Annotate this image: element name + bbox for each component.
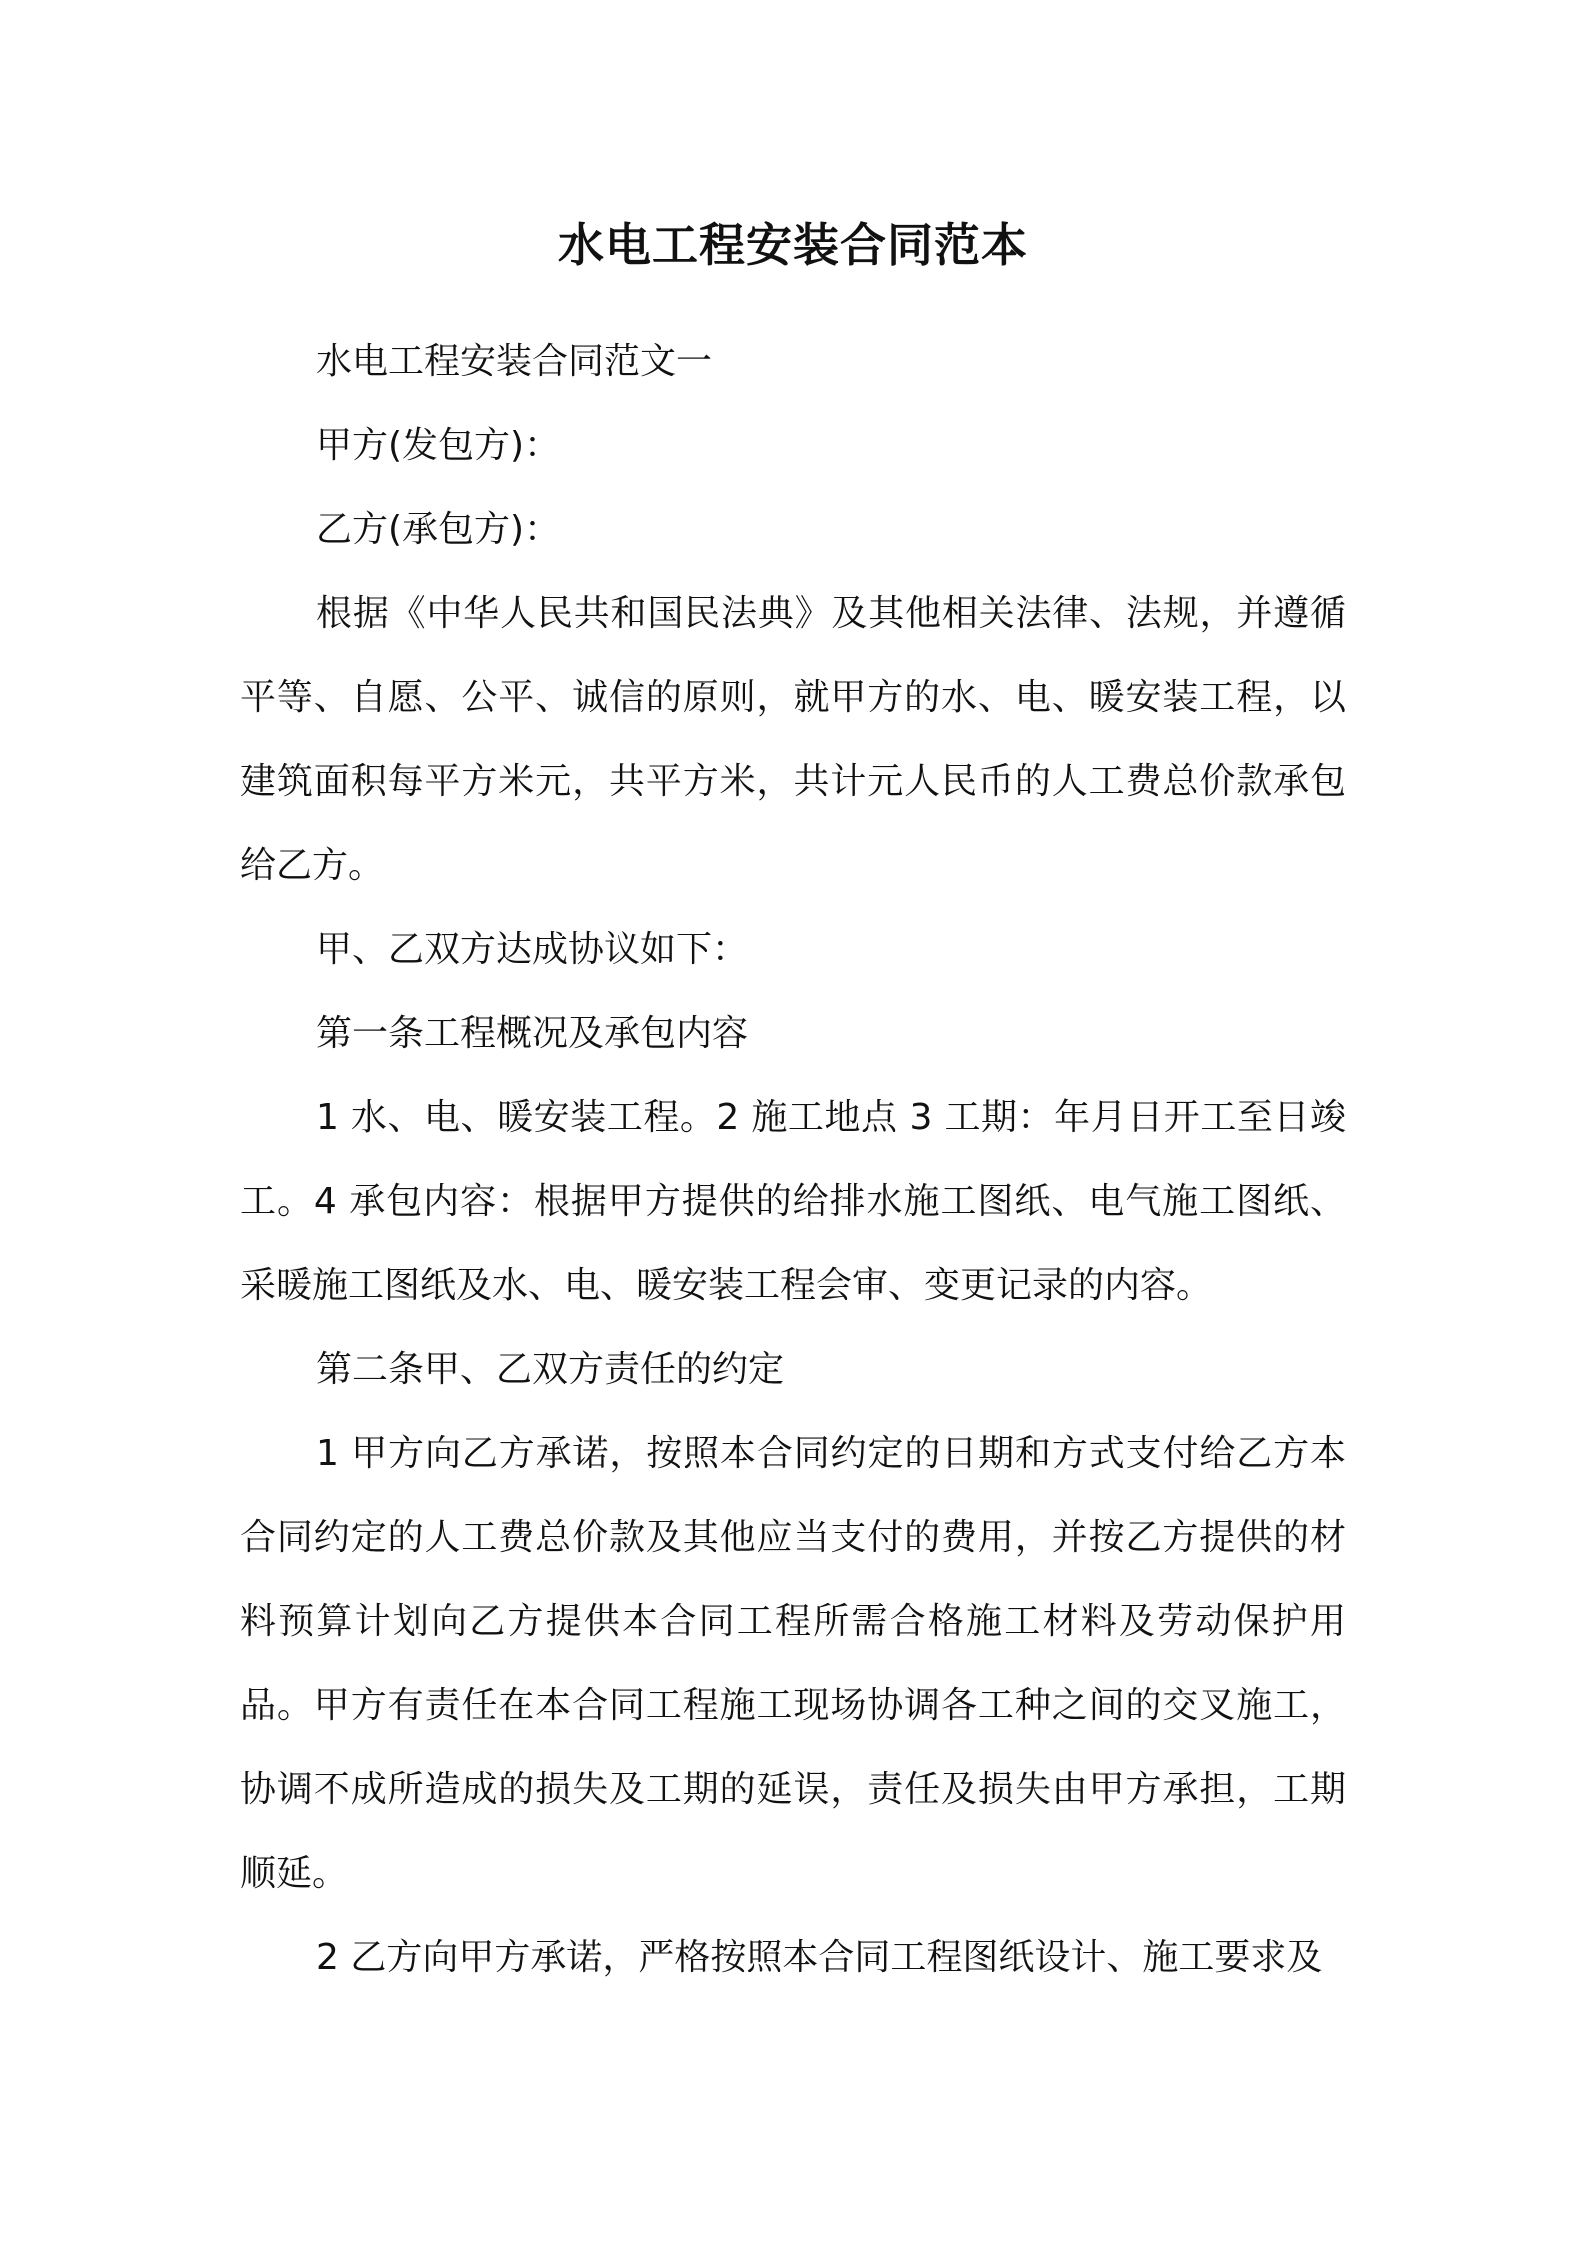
article-2-heading: 第二条甲、乙双方责任的约定 — [316, 1349, 785, 1390]
paragraph-agreement-intro: 甲、乙双方达成协议如下： — [316, 929, 749, 970]
article-2-clause-1: 1 甲方向乙方承诺，按照本合同约定的日期和方式支付给乙方本合同约定的人工费总价款及其他应当支付的费用，并按乙方提供的材料预算计划向乙方提供本合同工程所需合格施工材料及劳动保护用品。甲方有责任在本合同工程施工现场协调各工种之间的交叉施工，协调不成所造成的损失及工期的延误，责任及损失由甲方承担，工期顺延。 — [240, 1433, 1346, 1894]
article-2-clause-2: 2 乙方向甲方承诺，严格按照本合同工程图纸设计、施工要求及 — [316, 1937, 1323, 1978]
paragraph-preamble: 根据《中华人民共和国民法典》及其他相关法律、法规，并遵循平等、自愿、公平、诚信的原则，就甲方的水、电、暖安装工程，以建筑面积每平方米元，共平方米，共计元人民币的人工费总价款承包给乙方。 — [240, 593, 1346, 886]
paragraph-party-b: 乙方(承包方)： — [316, 509, 561, 550]
paragraph-subtitle: 水电工程安装合同范文一 — [316, 341, 713, 382]
article-1-content: 1 水、电、暖安装工程。2 施工地点 3 工期：年月日开工至日竣工。4 承包内容：根据甲方提供的给排水施工图纸、电气施工图纸、采暖施工图纸及水、电、暖安装工程会审、变更记录的内容。 — [240, 1097, 1346, 1306]
paragraph-party-a: 甲方(发包方)： — [316, 425, 561, 466]
article-1-heading: 第一条工程概况及承包内容 — [316, 1013, 749, 1054]
document-body — [240, 320, 1346, 2000]
document-title: 水电工程安装合同范本 — [558, 218, 1028, 272]
